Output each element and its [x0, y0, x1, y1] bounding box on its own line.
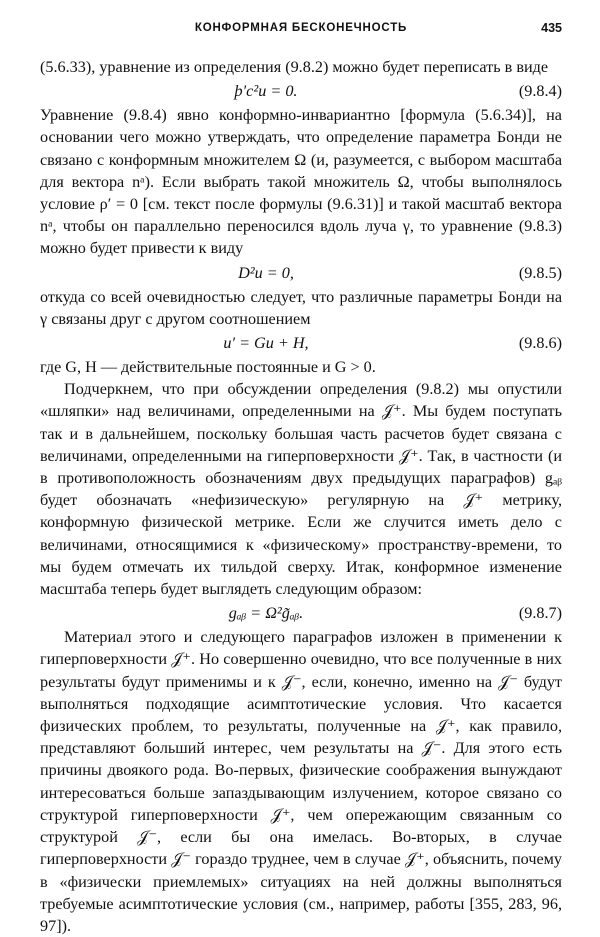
- body-text: [40, 56, 562, 937]
- equation-number: (9.8.5): [518, 263, 562, 282]
- paragraph-2: Уравнение (9.8.4) явно конформно-инвариантно [формула (5.6.34)], на основании чего можно утверждать, что определение параметра Бонди не связано с конформным множителем Ω (и, разумеется, с выбором масштаба для вектора nᵃ). Если выбрать такой множитель Ω, чтобы выполнялось условие ρ′ = 0 [см. текст после формулы (9.6.31)] и такой масштаб вектора nᵃ, чтобы он параллельно переносился вдоль луча γ, то уравнение (9.8.3) можно будет привести к виду: [40, 106, 562, 258]
- page-number: 435: [541, 21, 562, 35]
- paragraph-3: откуда со всей очевидностью следует, что различные параметры Бонди на γ связаны друг с другом соотношением: [40, 287, 562, 328]
- paragraph-1: (5.6.33), уравнение из определения (9.8.2) можно будет переписать в виде: [40, 58, 549, 76]
- equation-9-8-6: [40, 330, 562, 356]
- equation-formula: D²u = 0,: [238, 263, 294, 282]
- equation-9-8-7: [40, 600, 562, 626]
- paragraph-5: Подчеркнем, что при обсуждении определения (9.8.2) мы опустили «шляпки» над величинами, определенными на 𝒥⁺. Мы будем поступать так и в дальнейшем, поскольку большая часть расчетов будет связана с величинами, определенными на гиперповерхности 𝒥⁺. Так, в частности (и в противоположность обозначениям двух предыдущих параграфов) gₐᵦ будет обозначать «нефизическую» регулярную на 𝒥⁺ метрику, конформную физической метрике. Если же случится иметь дело с величинами, относящимися к «физическому» пространству-времени, то мы будем отмечать их тильдой сверху. Итак, конформное изменение масштаба теперь будет выглядеть следующим образом:: [40, 380, 562, 599]
- book-page: [40, 20, 562, 937]
- equation-9-8-4: [40, 78, 562, 104]
- equation-number: (9.8.7): [518, 604, 562, 623]
- running-title: КОНФОРМНАЯ БЕСКОНЕЧНОСТЬ: [194, 22, 408, 34]
- equation-formula: gₐᵦ = Ω²g̃ₐᵦ.: [228, 604, 304, 623]
- paragraph-6: Материал этого и следующего параграфов изложен в применении к гиперповерхности 𝒥⁺. Но совершенно очевидно, что все полученные в них результаты будут применимы и к 𝒥⁻, если, конечно, именно на 𝒥⁻ будут выполняться подходящие асимптотические условия. Что касается физических проблем, то результаты, полученные на 𝒥⁺, как правило, представляют больший интерес, чем результаты на 𝒥⁻. Для этого есть причины двоякого рода. Во-первых, физические соображения вынуждают интересоваться больше запаздывающим излучением, которое связано со структурой гиперповерхности 𝒥⁺, чем опережающим связанным со структурой 𝒥⁻, если бы она имелась. Во-вторых, в случае гиперповерхности 𝒥⁻ гораздо труднее, чем в случае 𝒥⁺, объяснить, почему в «физически приемлемых» ситуациях на ней должны выполняться требуемые асимптотические условия (см., например, работы [355, 283, 96, 97]).: [40, 628, 562, 935]
- paragraph-4: где G, H — действительные постоянные и G > 0.: [40, 358, 376, 377]
- equation-number: (9.8.4): [518, 82, 562, 101]
- equation-formula: þ′c²u = 0.: [234, 82, 298, 101]
- page-header: [40, 20, 562, 42]
- equation-9-8-5: [40, 260, 562, 286]
- equation-formula: u′ = Gu + H,: [223, 334, 309, 353]
- equation-number: (9.8.6): [518, 334, 562, 353]
